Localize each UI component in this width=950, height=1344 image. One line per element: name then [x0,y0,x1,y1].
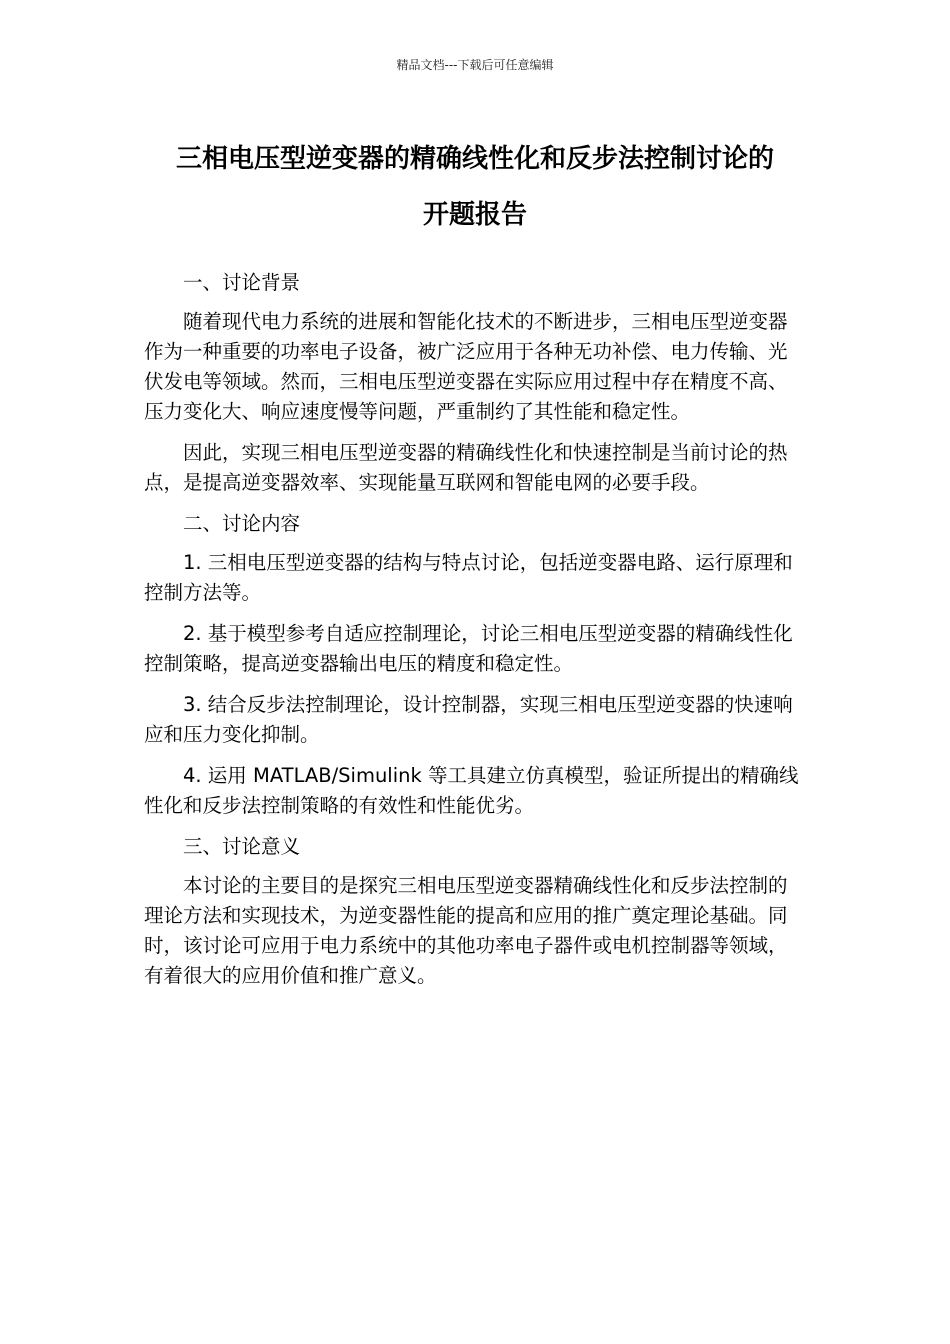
list-item: 4. 运用 MATLAB/Simulink 等工具建立仿真模型，验证所提出的精确线性化和反步法控制策略的有效性和性能优劣。 [144,764,799,817]
list-item: 1. 三相电压型逆变器的结构与特点讨论，包括逆变器电路、运行原理和控制方法等。 [144,551,793,604]
section-heading-background: 一、讨论背景 [183,271,301,294]
title-line-1: 三相电压型逆变器的精确线性化和反步法控制讨论的 [175,144,774,174]
section-heading-significance: 三、讨论意义 [183,835,301,858]
paragraph: 随着现代电力系统的进展和智能化技术的不断进步，三相电压型逆变器作为一种重要的功率电子设备，被广泛应用于各种无功补偿、电力传输、光伏发电等领域。然而，三相电压型逆变器在实际应用过程中存在精度不高、压力变化大、响应速度慢等问题，严重制约了其性能和稳定性。 [144,310,788,423]
section-heading-content: 二、讨论内容 [183,512,301,535]
paragraph: 因此，实现三相电压型逆变器的精确线性化和快速控制是当前讨论的热点，是提高逆变器效率、实现能量互联网和智能电网的必要手段。 [144,441,788,494]
header-note: 精品文档---下载后可任意编辑 [396,58,554,72]
paragraph: 本讨论的主要目的是探究三相电压型逆变器精确线性化和反步法控制的理论方法和实现技术，为逆变器性能的提高和应用的推广奠定理论基础。同时，该讨论可应用于电力系统中的其他功率电子器件或电机控制器等领域，有着很大的应用价值和推广意义。 [144,874,788,987]
document-body [144,268,800,1002]
list-item: 3. 结合反步法控制理论，设计控制器，实现三相电压型逆变器的快速响应和压力变化抑制。 [144,693,793,746]
document-title [120,131,830,243]
title-line-2: 开题报告 [422,200,527,230]
list-item: 2. 基于模型参考自适应控制理论，讨论三相电压型逆变器的精确线性化控制策略，提高逆变器输出电压的精度和稳定性。 [144,622,793,675]
